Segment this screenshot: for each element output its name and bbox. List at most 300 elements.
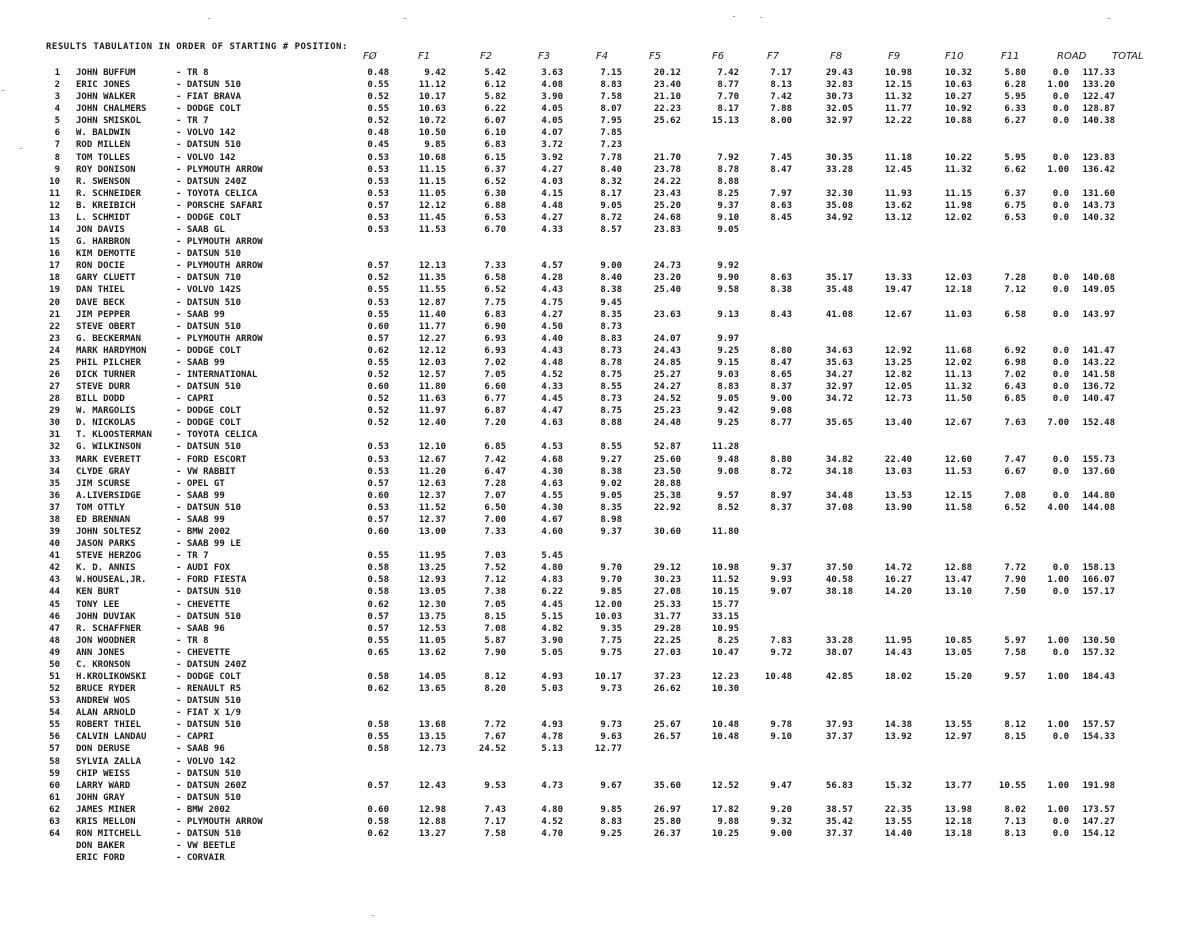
car-model: - VOLVO 142 (176, 128, 236, 139)
score-cell: 11.63 (418, 394, 446, 405)
score-cell: 9.37 (770, 563, 792, 574)
score-cell: 9.03 (717, 370, 739, 380)
start-position: 59 (49, 768, 60, 779)
score-cell: 4.05 (541, 116, 563, 127)
score-cell: 8.55 (600, 382, 622, 393)
score-cell: 11.45 (418, 212, 446, 223)
table-row (0, 224, 1200, 236)
score-cell: 11.95 (884, 635, 912, 646)
score-cell: 11.15 (944, 188, 972, 199)
table-row (0, 490, 1200, 502)
start-position: 25 (49, 357, 60, 368)
score-cell: 136.72 (1082, 382, 1115, 393)
score-cell: 12.37 (418, 490, 446, 501)
score-cell: 9.88 (717, 816, 739, 827)
score-cell: 0.57 (367, 261, 389, 272)
score-cell: 10.27 (944, 92, 972, 103)
score-cell: 13.05 (944, 647, 972, 658)
score-cell: 6.90 (484, 321, 506, 332)
start-position: 29 (49, 406, 60, 417)
driver-name: MARK HARDYMON (76, 345, 147, 356)
score-cell: 15.20 (944, 672, 972, 682)
score-cell: 9.47 (770, 780, 792, 791)
score-cell: 6.85 (1004, 394, 1026, 405)
score-cell: 27.03 (653, 647, 681, 658)
car-model: - PLYMOUTH ARROW (176, 237, 263, 248)
score-cell: 0.0 (1052, 285, 1069, 296)
score-cell: 4.52 (541, 816, 563, 827)
score-cell: 6.60 (484, 382, 506, 393)
score-cell: 8.88 (717, 176, 739, 187)
score-cell: 7.28 (1004, 273, 1026, 284)
table-row (0, 852, 1200, 864)
table-row (0, 647, 1200, 659)
score-cell: 4.48 (541, 357, 563, 368)
score-cell: 13.25 (418, 563, 446, 574)
score-cell: 8.77 (717, 80, 739, 91)
score-cell: 13.68 (418, 720, 446, 731)
score-cell: 0.58 (367, 744, 389, 755)
score-cell: 23.43 (653, 188, 681, 199)
score-cell: 6.10 (484, 128, 506, 139)
score-cell: 0.0 (1052, 829, 1069, 840)
score-cell: 143.73 (1082, 200, 1115, 211)
start-position: 12 (49, 200, 60, 211)
score-cell: 11.77 (884, 104, 912, 115)
score-cell: 10.88 (944, 116, 972, 127)
score-cell: 8.37 (770, 502, 792, 513)
score-cell: 0.60 (367, 321, 389, 332)
score-cell: 5.95 (1004, 92, 1026, 103)
score-cell: 8.47 (770, 164, 792, 175)
score-cell: 56.83 (825, 780, 853, 791)
score-cell: 117.33 (1082, 68, 1115, 78)
score-cell: 6.33 (1004, 104, 1026, 115)
score-cell: 0.0 (1052, 104, 1069, 115)
car-model: - DODGE COLT (176, 212, 242, 223)
driver-name: JOHN SOLTESZ (76, 527, 142, 538)
score-cell: 0.58 (367, 563, 389, 574)
start-position: 21 (49, 309, 60, 320)
car-model: - DATSUN 510 (176, 696, 242, 707)
car-model: - FORD FIESTA (176, 575, 247, 586)
score-cell: 9.25 (600, 829, 622, 840)
score-cell: 8.47 (770, 357, 792, 368)
car-model: - TR 8 (176, 68, 209, 78)
score-cell: 0.52 (367, 273, 389, 284)
score-cell: 4.82 (541, 623, 563, 634)
score-cell: 5.42 (484, 68, 506, 78)
car-model: - DATSUN 510 (176, 611, 242, 622)
score-cell: 8.20 (484, 684, 506, 695)
score-cell: 0.60 (367, 490, 389, 501)
score-cell: 7.90 (1004, 575, 1026, 586)
car-model: - DATSUN 510 (176, 442, 242, 453)
score-cell: 7.08 (1004, 490, 1026, 501)
driver-name: STEVE OBERT (76, 321, 136, 332)
driver-name: RON MITCHELL (76, 829, 142, 840)
score-cell: 6.58 (1004, 309, 1026, 320)
start-position: 16 (49, 249, 60, 260)
driver-name: JON DAVIS (76, 225, 125, 236)
score-cell: 8.40 (600, 164, 622, 175)
start-position: 22 (49, 321, 60, 332)
score-cell: 13.10 (944, 587, 972, 598)
start-position: 19 (49, 285, 60, 296)
car-model: - CHEVETTE (176, 599, 231, 610)
car-model: - SAAB GL (176, 225, 225, 236)
driver-name: ED BRENNAN (76, 514, 131, 525)
score-cell: 8.63 (770, 200, 792, 211)
score-cell: 8.75 (600, 406, 622, 417)
score-cell: 6.88 (484, 200, 506, 211)
score-cell: 35.65 (825, 418, 853, 429)
score-cell: 4.08 (541, 80, 563, 91)
score-cell: 1.00 (1047, 672, 1069, 682)
car-model: - DODGE COLT (176, 418, 242, 429)
score-cell: 30.23 (653, 575, 681, 586)
score-cell: 10.98 (884, 68, 912, 78)
car-model: - SAAB 99 (176, 490, 225, 501)
score-cell: 0.0 (1052, 92, 1069, 103)
table-row (0, 743, 1200, 755)
score-cell: 13.55 (944, 720, 972, 731)
score-cell: 13.18 (944, 829, 972, 840)
score-cell: 14.40 (884, 829, 912, 840)
score-cell: 0.58 (367, 720, 389, 731)
score-cell: 7.90 (484, 647, 506, 658)
driver-name: K. D. ANNIS (76, 563, 136, 574)
driver-name: JON WOODNER (76, 635, 136, 646)
score-cell: 0.53 (367, 442, 389, 453)
score-cell: 38.07 (825, 647, 853, 658)
start-position: 24 (49, 345, 60, 356)
score-cell: 24.68 (653, 212, 681, 223)
table-row (0, 478, 1200, 490)
score-cell: 7.42 (717, 68, 739, 78)
score-cell: 17.82 (711, 804, 739, 815)
driver-name: ERIC JONES (76, 80, 131, 91)
score-cell: 0.57 (367, 514, 389, 525)
score-cell: 0.60 (367, 804, 389, 815)
score-cell: 9.70 (600, 575, 622, 586)
score-cell: 8.80 (770, 345, 792, 356)
score-cell: 12.82 (884, 370, 912, 380)
score-cell: 0.0 (1052, 152, 1069, 163)
driver-name: G. BECKERMAN (76, 333, 142, 344)
score-cell: 13.62 (418, 647, 446, 658)
score-cell: 12.87 (418, 297, 446, 308)
score-cell: 12.57 (418, 370, 446, 380)
score-cell: 154.33 (1082, 732, 1115, 743)
score-cell: 0.0 (1052, 188, 1069, 199)
score-cell: 12.02 (944, 212, 972, 223)
score-cell: 7.33 (484, 527, 506, 538)
score-cell: 12.92 (884, 345, 912, 356)
score-cell: 7.72 (484, 720, 506, 731)
car-model: - DATSUN 510 (176, 768, 242, 779)
start-position: 26 (49, 370, 60, 380)
score-cell: 11.12 (418, 80, 446, 91)
score-cell: 10.48 (764, 672, 792, 682)
start-position: 33 (49, 454, 60, 465)
score-cell: 0.48 (367, 128, 389, 139)
table-row (0, 635, 1200, 647)
table-row (0, 212, 1200, 224)
score-cell: 5.13 (541, 744, 563, 755)
table-row (0, 333, 1200, 345)
score-cell: 149.05 (1082, 285, 1115, 296)
start-position: 39 (49, 527, 60, 538)
table-row (0, 79, 1200, 91)
score-cell: 7.72 (1004, 563, 1026, 574)
score-cell: 1.00 (1047, 575, 1069, 586)
table-row (0, 780, 1200, 792)
score-cell: 12.18 (944, 285, 972, 296)
score-cell: 9.10 (770, 732, 792, 743)
score-cell: 12.73 (418, 744, 446, 755)
score-cell: 7.28 (484, 478, 506, 489)
score-cell: 24.22 (653, 176, 681, 187)
score-cell: 8.83 (600, 333, 622, 344)
table-row (0, 309, 1200, 321)
score-cell: 8.75 (600, 370, 622, 380)
score-cell: 11.32 (944, 382, 972, 393)
score-cell: 5.15 (541, 611, 563, 622)
driver-name: G. WILKINSON (76, 442, 142, 453)
score-cell: 7.92 (717, 152, 739, 163)
score-cell: 0.57 (367, 611, 389, 622)
score-cell: 0.57 (367, 200, 389, 211)
score-cell: 12.03 (944, 273, 972, 284)
car-model: - DODGE COLT (176, 345, 242, 356)
score-cell: 1.00 (1047, 80, 1069, 91)
table-row (0, 623, 1200, 635)
driver-name: CALVIN LANDAU (76, 732, 147, 743)
score-cell: 0.58 (367, 587, 389, 598)
car-model: - CAPRI (176, 394, 214, 405)
score-cell: 7.97 (770, 188, 792, 199)
table-row (0, 405, 1200, 417)
score-cell: 34.48 (825, 490, 853, 501)
score-cell: 14.20 (884, 587, 912, 598)
score-cell: 11.20 (418, 466, 446, 477)
table-row (0, 514, 1200, 526)
score-cell: 6.85 (484, 442, 506, 453)
score-cell: 7.12 (484, 575, 506, 586)
score-cell: 9.32 (770, 816, 792, 827)
score-cell: 8.72 (770, 466, 792, 477)
score-cell: 10.48 (711, 732, 739, 743)
score-cell: 13.15 (418, 732, 446, 743)
driver-name: JOHN BUFFUM (76, 68, 136, 78)
score-cell: 0.0 (1052, 212, 1069, 223)
score-cell: 9.92 (717, 261, 739, 272)
score-cell: 10.85 (944, 635, 972, 646)
car-model: - BMW 2002 (176, 804, 231, 815)
score-cell: 34.18 (825, 466, 853, 477)
score-cell: 12.30 (418, 599, 446, 610)
driver-name: JOHN WALKER (76, 92, 136, 103)
start-position: 20 (49, 297, 60, 308)
start-position: 15 (49, 237, 60, 248)
score-cell: 41.08 (825, 309, 853, 320)
driver-name: JOHN GRAY (76, 792, 125, 803)
score-cell: 25.60 (653, 454, 681, 465)
start-position: 17 (49, 261, 60, 272)
score-cell: 12.53 (418, 623, 446, 634)
table-row (0, 115, 1200, 127)
driver-name: JOHN DUVIAK (76, 611, 136, 622)
score-cell: 5.03 (541, 684, 563, 695)
driver-name: JASON PARKS (76, 539, 136, 550)
start-position: 30 (49, 418, 60, 429)
score-cell: 6.53 (1004, 212, 1026, 223)
score-cell: 155.73 (1082, 454, 1115, 465)
car-model: - TR 7 (176, 551, 209, 562)
score-cell: 5.05 (541, 647, 563, 658)
score-cell: 11.05 (418, 635, 446, 646)
car-model: - DATSUN 240Z (176, 176, 247, 187)
score-cell: 37.23 (653, 672, 681, 682)
score-cell: 32.05 (825, 104, 853, 115)
score-cell: 130.50 (1082, 635, 1115, 646)
car-model: - DATSUN 510 (176, 249, 242, 260)
score-cell: 11.53 (944, 466, 972, 477)
score-cell: 191.98 (1082, 780, 1115, 791)
driver-name: SYLVIA ZALLA (76, 756, 142, 767)
score-cell: 6.98 (1004, 357, 1026, 368)
score-cell: 7.85 (600, 128, 622, 139)
score-cell: 34.63 (825, 345, 853, 356)
column-header: F6 (712, 51, 725, 62)
driver-name: ROD MILLEN (76, 140, 131, 151)
score-cell: 15.32 (884, 780, 912, 791)
score-cell: 0.55 (367, 635, 389, 646)
table-row (0, 381, 1200, 393)
score-cell: 19.47 (884, 285, 912, 296)
score-cell: 4.73 (541, 780, 563, 791)
score-cell: 33.15 (711, 611, 739, 622)
score-cell: 9.85 (600, 804, 622, 815)
driver-name: G. HARBRON (76, 237, 131, 248)
score-cell: 10.03 (594, 611, 622, 622)
score-cell: 29.28 (653, 623, 681, 634)
score-cell: 9.48 (717, 454, 739, 465)
driver-name: GARY CLUETT (76, 273, 136, 284)
table-row (0, 538, 1200, 550)
score-cell: 11.35 (418, 273, 446, 284)
car-model: - PLYMOUTH ARROW (176, 816, 263, 827)
score-cell: 6.52 (484, 176, 506, 187)
score-cell: 8.55 (600, 442, 622, 453)
score-cell: 9.45 (600, 297, 622, 308)
score-cell: 8.65 (770, 370, 792, 380)
score-cell: 23.63 (653, 309, 681, 320)
start-position: 55 (49, 720, 60, 731)
score-cell: 4.15 (541, 188, 563, 199)
score-cell: 7.13 (1004, 816, 1026, 827)
score-cell: 10.98 (711, 563, 739, 574)
score-cell: 6.58 (484, 273, 506, 284)
score-cell: 8.38 (600, 285, 622, 296)
score-cell: 12.52 (711, 780, 739, 791)
score-cell: 0.53 (367, 502, 389, 513)
start-position: 48 (49, 635, 60, 646)
score-cell: 13.00 (418, 527, 446, 538)
score-cell: 9.02 (600, 478, 622, 489)
table-row (0, 756, 1200, 768)
score-cell: 8.43 (770, 309, 792, 320)
score-cell: 25.62 (653, 116, 681, 127)
score-cell: 25.38 (653, 490, 681, 501)
score-cell: 4.07 (541, 128, 563, 139)
score-cell: 184.43 (1082, 672, 1115, 682)
score-cell: 1.00 (1047, 164, 1069, 175)
score-cell: 6.50 (484, 502, 506, 513)
score-cell: 23.78 (653, 164, 681, 175)
score-cell: 8.13 (1004, 829, 1026, 840)
score-cell: 8.37 (770, 382, 792, 393)
score-cell: 4.05 (541, 104, 563, 115)
score-cell: 9.42 (717, 406, 739, 417)
car-model: - DATSUN 260Z (176, 780, 247, 791)
score-cell: 0.62 (367, 345, 389, 356)
score-cell: 6.52 (1004, 502, 1026, 513)
start-position: 23 (49, 333, 60, 344)
score-cell: 7.75 (484, 297, 506, 308)
table-row (0, 768, 1200, 780)
score-cell: 22.35 (884, 804, 912, 815)
score-cell: 12.27 (418, 333, 446, 344)
score-cell: 9.90 (717, 273, 739, 284)
score-cell: 9.85 (600, 587, 622, 598)
score-cell: 0.53 (367, 297, 389, 308)
score-cell: 5.97 (1004, 635, 1026, 646)
score-cell: 14.05 (418, 672, 446, 682)
score-cell: 0.0 (1052, 382, 1069, 393)
score-cell: 6.12 (484, 80, 506, 91)
car-model: - TOYOTA CELICA (176, 430, 258, 441)
start-position: 64 (49, 829, 60, 840)
score-cell: 4.52 (541, 370, 563, 380)
score-cell: 4.30 (541, 466, 563, 477)
score-cell: 128.87 (1082, 104, 1115, 115)
score-cell: 133.20 (1082, 80, 1115, 91)
table-row (0, 526, 1200, 538)
score-cell: 35.17 (825, 273, 853, 284)
score-cell: 24.07 (653, 333, 681, 344)
score-cell: 25.80 (653, 816, 681, 827)
score-cell: 0.60 (367, 382, 389, 393)
score-cell: 26.57 (653, 732, 681, 743)
score-cell: 7.17 (484, 816, 506, 827)
driver-name: W. BALDWIN (76, 128, 131, 139)
score-cell: 5.80 (1004, 68, 1026, 78)
start-position: 11 (49, 188, 60, 199)
column-header: F10 (945, 51, 964, 62)
score-cell: 9.78 (770, 720, 792, 731)
score-cell: 8.38 (600, 466, 622, 477)
score-cell: 4.78 (541, 732, 563, 743)
score-cell: 8.13 (770, 80, 792, 91)
start-position: 10 (49, 176, 60, 187)
score-cell: 6.87 (484, 406, 506, 417)
column-header: F2 (480, 51, 493, 62)
table-row (0, 284, 1200, 296)
score-cell: 7.38 (484, 587, 506, 598)
score-cell: 24.52 (653, 394, 681, 405)
